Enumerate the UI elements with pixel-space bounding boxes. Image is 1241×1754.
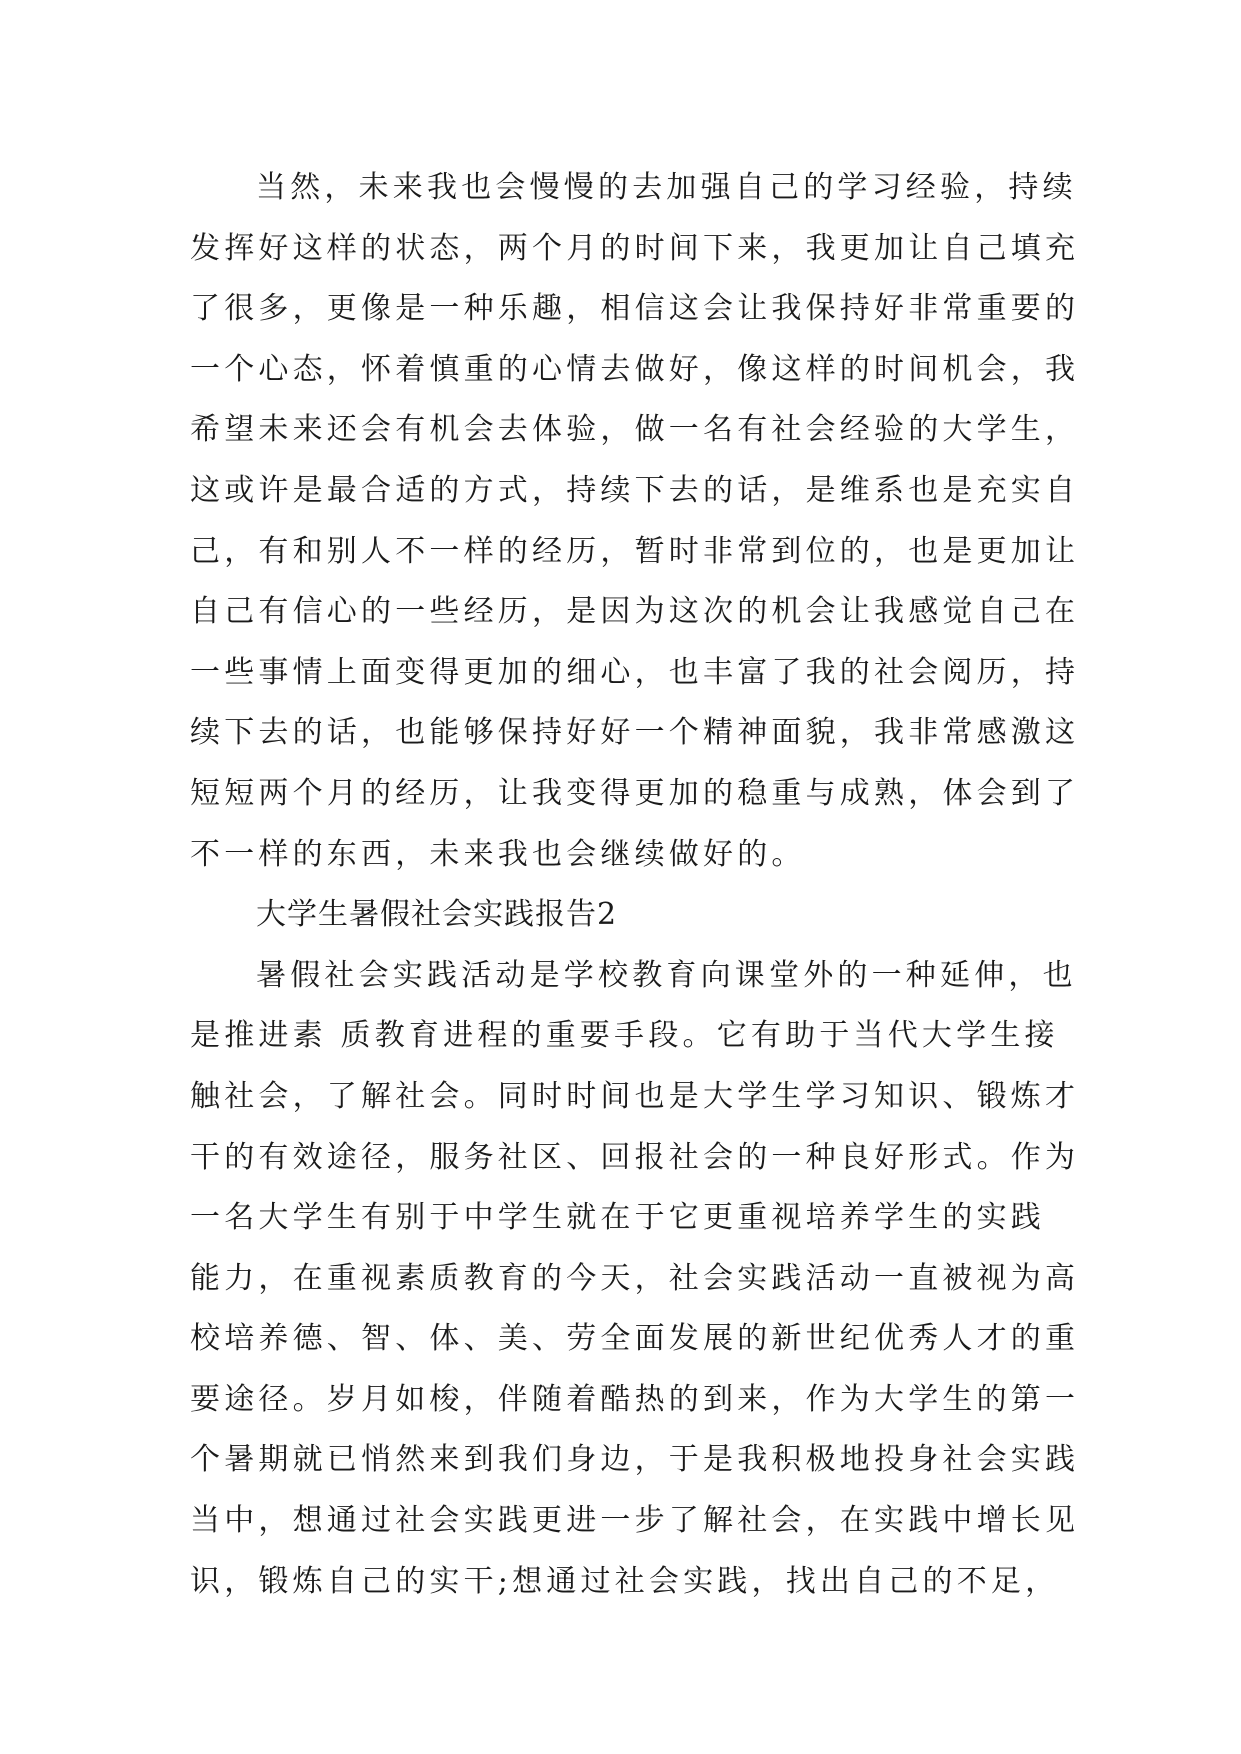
text-line: 自己有信心的一些经历，是因为这次的机会让我感觉自己在 <box>190 594 1080 630</box>
text-line: 一些事情上面变得更加的细心，也丰富了我的社会阅历，持 <box>190 654 1080 690</box>
text-line: 一个心态，怀着慎重的心情去做好，像这样的时间机会，我 <box>190 351 1080 387</box>
text-line: 己，有和别人不一样的经历，暂时非常到位的，也是更加让 <box>190 533 1080 569</box>
paragraph-2 <box>190 946 1080 1613</box>
text-line: 触社会，了解社会。同时时间也是大学生学习知识、锻炼才 <box>190 1078 1080 1114</box>
text-line: 当然，未来我也会慢慢的去加强自己的学习经验，持续 <box>256 170 1077 205</box>
text-line: 个暑期就已悄然来到我们身边，于是我积极地投身社会实践 <box>190 1442 1080 1478</box>
section-heading: 大学生暑假社会实践报告2 <box>256 897 618 933</box>
text-line: 要途径。岁月如梭，伴随着酷热的到来，作为大学生的第一 <box>190 1381 1080 1417</box>
text-line: 当中，想通过社会实践更进一步了解社会，在实践中增长见 <box>190 1503 1080 1539</box>
paragraph-1 <box>190 158 1080 885</box>
text-line: 校培养德、智、体、美、劳全面发展的新世纪优秀人才的重 <box>190 1321 1080 1357</box>
text-line: 一名大学生有别于中学生就在于它更重视培养学生的实践 <box>190 1200 1045 1236</box>
text-line: 识，锻炼自己的实干;想通过社会实践，找出自己的不足， <box>190 1563 1060 1599</box>
text-line: 干的有效途径，服务社区、回报社会的一种良好形式。作为 <box>190 1139 1080 1175</box>
text-line: 希望未来还会有机会去体验，做一名有社会经验的大学生， <box>190 412 1080 448</box>
text-line: 了很多，更像是一种乐趣，相信这会让我保持好非常重要的 <box>190 291 1080 327</box>
text-line: 发挥好这样的状态，两个月的时间下来，我更加让自己填充 <box>190 230 1080 266</box>
text-line: 不一样的东西，未来我也会继续做好的。 <box>190 836 806 872</box>
text-line: 暑假社会实践活动是学校教育向课堂外的一种延伸，也 <box>256 957 1077 993</box>
text-line: 这或许是最合适的方式，持续下去的话，是维系也是充实自 <box>190 472 1080 508</box>
document-body <box>190 158 1080 1612</box>
text-line: 能力，在重视素质教育的今天，社会实践活动一直被视为高 <box>190 1260 1080 1296</box>
text-line: 续下去的话，也能够保持好好一个精神面貌，我非常感激这 <box>190 715 1080 751</box>
text-line: 是推进素 质教育进程的重要手段。它有助于当代大学生接 <box>190 1018 1059 1054</box>
text-line: 短短两个月的经历，让我变得更加的稳重与成熟，体会到了 <box>190 775 1080 811</box>
